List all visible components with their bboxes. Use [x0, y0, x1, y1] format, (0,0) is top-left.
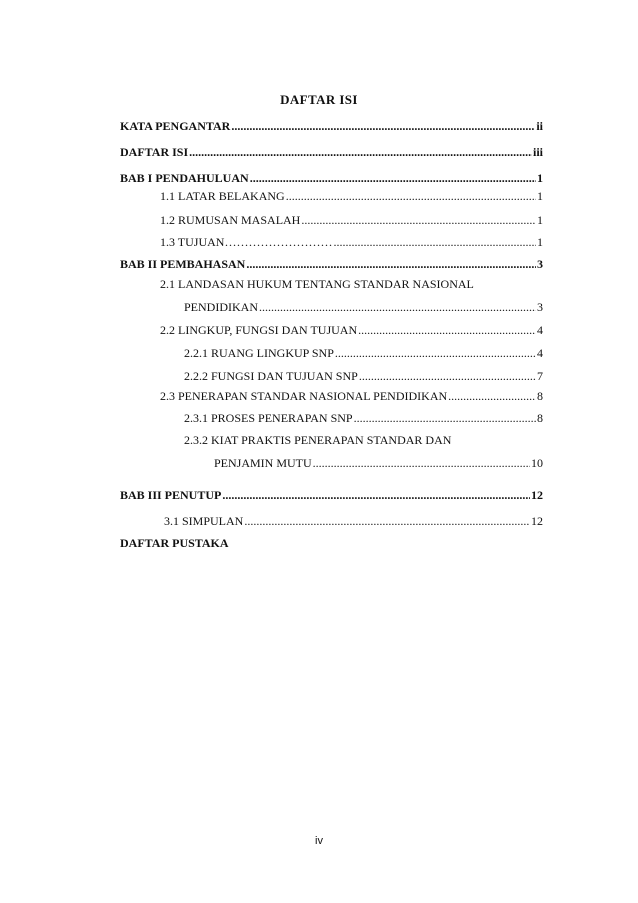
toc-entry-page: 7 — [537, 369, 543, 383]
toc-entry-page: ii — [536, 119, 543, 133]
dot-leader — [448, 389, 536, 404]
toc-entry-page: 4 — [537, 346, 543, 360]
toc-entry-bab-2[interactable] — [120, 257, 543, 272]
toc-entry-page: iii — [532, 145, 543, 159]
toc-entry-page: 1 — [537, 171, 543, 185]
dot-leader — [333, 235, 536, 250]
toc-entry-label: 2.2.1 RUANG LINGKUP SNP — [184, 346, 334, 360]
toc-entry-label: 2.3.1 PROSES PENERAPAN SNP — [184, 411, 353, 425]
toc-entry-2-3-2-line1[interactable]: 2.3.2 KIAT PRAKTIS PENERAPAN STANDAR DAN — [184, 433, 452, 447]
toc-entry-daftar-isi[interactable] — [120, 145, 543, 160]
toc-entry-page: 3 — [537, 257, 543, 271]
dot-leader — [259, 300, 536, 315]
toc-entry-page: 8 — [537, 389, 543, 403]
toc-entry-1-2[interactable] — [160, 213, 543, 228]
toc-entry-label: 2.2.2 FUNGSI DAN TUJUAN SNP — [184, 369, 358, 383]
dot-leader — [244, 514, 530, 529]
toc-entry-label: 2.2 LINGKUP, FUNGSI DAN TUJUAN — [160, 323, 358, 337]
dot-leader — [246, 257, 536, 272]
toc-entry-label: 2.3 PENERAPAN STANDAR NASIONAL PENDIDIKAN — [160, 389, 448, 403]
toc-entry-1-1[interactable] — [160, 189, 543, 204]
toc-entry-2-3-2-line2[interactable] — [214, 456, 543, 471]
toc-entry-3-1[interactable] — [164, 514, 543, 529]
toc-entry-label: BAB I PENDAHULUAN — [120, 171, 249, 185]
toc-entry-label: 1.1 LATAR BELAKANG — [160, 189, 285, 203]
page-title: DAFTAR ISI — [280, 92, 358, 107]
toc-entry-1-3[interactable] — [160, 235, 543, 250]
dot-leader — [301, 213, 536, 228]
toc-entry-label: PENDIDIKAN — [184, 300, 258, 314]
dot-leader — [313, 456, 530, 471]
toc-entry-label: BAB II PEMBAHASAN — [120, 257, 246, 271]
toc-entry-page: 10 — [531, 456, 543, 470]
dot-leader — [231, 119, 535, 134]
toc-entry-2-2[interactable] — [160, 323, 543, 338]
toc-entry-bab-1[interactable] — [120, 171, 543, 186]
toc-entry-label: BAB III PENUTUP — [120, 488, 222, 502]
dot-leader — [250, 171, 536, 186]
toc-entry-label: DAFTAR ISI — [120, 145, 189, 159]
toc-entry-2-1-line1[interactable]: 2.1 LANDASAN HUKUM TENTANG STANDAR NASIONAL — [160, 277, 474, 291]
dot-leader — [359, 369, 536, 384]
dot-leader — [222, 488, 530, 503]
toc-entry-page: 8 — [537, 411, 543, 425]
toc-entry-2-3-1[interactable] — [184, 411, 543, 426]
toc-entry-page: 12 — [531, 514, 543, 528]
dot-leader — [189, 145, 532, 160]
toc-entry-page: 1 — [537, 213, 543, 227]
toc-entry-label: 1.3 TUJUAN……………………… — [160, 235, 333, 249]
page-number: iv — [315, 835, 323, 847]
toc-entry-2-3[interactable] — [160, 389, 543, 404]
toc-entry-daftar-pustaka[interactable]: DAFTAR PUSTAKA — [120, 536, 229, 550]
toc-entry-page: 12 — [531, 488, 543, 502]
toc-entry-page: 1 — [537, 189, 543, 203]
toc-entry-page: 4 — [537, 323, 543, 337]
toc-entry-label: PENJAMIN MUTU — [214, 456, 312, 470]
toc-entry-bab-3[interactable] — [120, 488, 543, 503]
toc-entry-2-1-line2[interactable] — [184, 300, 543, 315]
toc-entry-label: 1.2 RUMUSAN MASALAH — [160, 213, 301, 227]
toc-entry-label: 3.1 SIMPULAN — [164, 514, 244, 528]
dot-leader — [358, 323, 536, 338]
dot-leader — [354, 411, 536, 426]
dot-leader — [286, 189, 536, 204]
toc-entry-page: 3 — [537, 300, 543, 314]
toc-entry-2-2-1[interactable] — [184, 346, 543, 361]
toc-entry-page: 1 — [537, 235, 543, 249]
toc-entry-2-2-2[interactable] — [184, 369, 543, 384]
toc-entry-kata-pengantar[interactable] — [120, 119, 543, 134]
dot-leader — [335, 346, 536, 361]
toc-entry-label: KATA PENGANTAR — [120, 119, 231, 133]
